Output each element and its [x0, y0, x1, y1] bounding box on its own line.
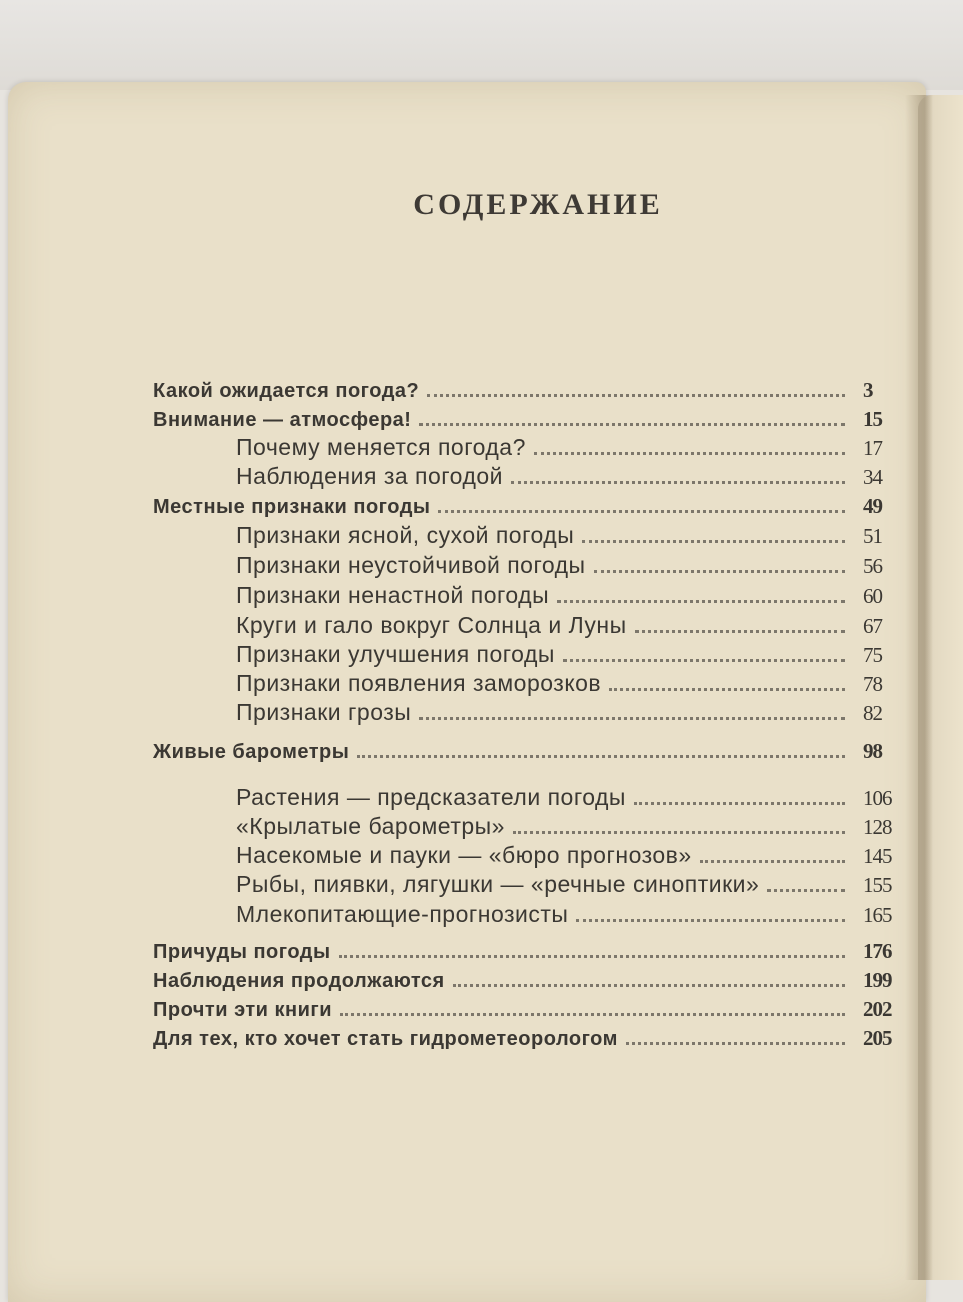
toc-entry-page: 145: [863, 844, 892, 868]
toc-entry-title: Признаки улучшения погоды: [236, 641, 555, 667]
toc-entry: [236, 549, 882, 579]
toc-entry-title: Для тех, кто хочет стать гидрометеорологом: [153, 1028, 618, 1050]
toc-entry-title: Признаки ненастной погоды: [236, 582, 550, 608]
toc-entry-title: Внимание — атмосфера!: [153, 409, 412, 431]
toc-entry-page: 98: [863, 739, 882, 763]
dot-leader: [557, 600, 845, 603]
toc-entry: [236, 609, 882, 639]
dot-leader: [339, 955, 845, 958]
toc-entry-page: 75: [863, 643, 882, 667]
toc-entry-title: Признаки грозы: [236, 699, 412, 725]
toc-entry: [153, 1021, 892, 1051]
toc-entry-page: 199: [863, 968, 892, 992]
toc-entry-page: 82: [863, 701, 882, 725]
dot-leader: [563, 659, 845, 662]
toc-entry: [236, 839, 892, 869]
toc-entry-title: Млекопитающие-прогнозисты: [236, 901, 569, 927]
dot-leader: [700, 860, 845, 863]
toc-entry: [153, 734, 882, 764]
toc-entry-page: 34: [863, 465, 882, 489]
toc-entry: [153, 373, 873, 403]
toc-entry: [153, 489, 882, 519]
toc-entry: [153, 963, 892, 993]
toc-entry-title: Прочти эти книги: [153, 999, 333, 1021]
dot-leader: [511, 481, 845, 484]
dot-leader: [634, 802, 845, 805]
dot-leader: [427, 394, 845, 397]
dot-leader: [419, 717, 845, 720]
toc-entry-page: 17: [863, 436, 882, 460]
toc-entry-page: 202: [863, 997, 892, 1021]
dot-leader: [576, 919, 845, 922]
toc-entry-title: Наблюдения продолжаются: [153, 970, 445, 992]
dot-leader: [513, 831, 845, 834]
toc-entry: [236, 696, 882, 726]
toc-entry: [236, 781, 892, 811]
toc-entry-page: 155: [863, 873, 892, 897]
dot-leader: [438, 510, 845, 513]
toc-entry-title: Живые барометры: [153, 741, 350, 763]
toc-entry-title: Местные признаки погоды: [153, 496, 431, 518]
toc-entry-page: 51: [863, 524, 882, 548]
background-surface: [0, 0, 963, 90]
dot-leader: [534, 452, 845, 455]
toc-entry-title: Признаки ясной, сухой погоды: [236, 522, 575, 548]
toc-entry-title: Почему меняется погода?: [236, 434, 526, 460]
toc-entry-page: 165: [863, 903, 892, 927]
toc-entry-title: Признаки появления заморозков: [236, 670, 602, 696]
toc-entry-page: 3: [863, 378, 873, 402]
toc-entry-title: Признаки неустойчивой погоды: [236, 552, 586, 578]
toc-entry: [236, 868, 892, 898]
toc-entry-title: «Крылатые барометры»: [236, 813, 505, 839]
toc-entry-title: Рыбы, пиявки, лягушки — «речные синоптики»: [236, 871, 760, 897]
dot-leader: [609, 688, 845, 691]
dot-leader: [635, 630, 845, 633]
dot-leader: [453, 984, 845, 987]
toc-entry-page: 67: [863, 614, 882, 638]
toc-entry-title: Причуды погоды: [153, 941, 331, 963]
toc-entry: [236, 579, 882, 609]
toc-entry: [236, 898, 892, 928]
toc-entry: [236, 667, 882, 697]
dot-leader: [419, 423, 845, 426]
toc-entry-page: 205: [863, 1026, 892, 1050]
toc-entry-title: Какой ожидается погода?: [153, 380, 420, 402]
dot-leader: [626, 1042, 845, 1045]
toc-entry-page: 56: [863, 554, 882, 578]
toc-entry: [153, 402, 882, 432]
page-title: СОДЕРЖАНИЕ: [413, 188, 663, 221]
toc-entry: [153, 934, 892, 964]
toc-entry-title: Наблюдения за погодой: [236, 463, 504, 489]
toc-entry: [236, 810, 892, 840]
dot-leader: [340, 1013, 845, 1016]
toc-entry: [236, 460, 882, 490]
toc-entry: [153, 992, 892, 1022]
toc-entry-page: 128: [863, 815, 892, 839]
toc-entry-page: 176: [863, 939, 892, 963]
toc-entry-title: Насекомые и пауки — «бюро прогнозов»: [236, 842, 692, 868]
toc-entry-page: 60: [863, 584, 882, 608]
dot-leader: [594, 570, 845, 573]
dot-leader: [767, 889, 845, 892]
dot-leader: [357, 755, 845, 758]
toc-entry-page: 15: [863, 407, 882, 431]
toc-entry-title: Круги и гало вокруг Солнца и Луны: [236, 612, 627, 638]
toc-entry: [236, 638, 882, 668]
toc-entry-title: Растения — предсказатели погоды: [236, 784, 626, 810]
toc-entry: [236, 519, 882, 549]
toc-entry: [236, 431, 882, 461]
toc-entry-page: 78: [863, 672, 882, 696]
dot-leader: [582, 540, 845, 543]
toc-entry-page: 106: [863, 786, 892, 810]
toc-entry-page: 49: [863, 494, 882, 518]
